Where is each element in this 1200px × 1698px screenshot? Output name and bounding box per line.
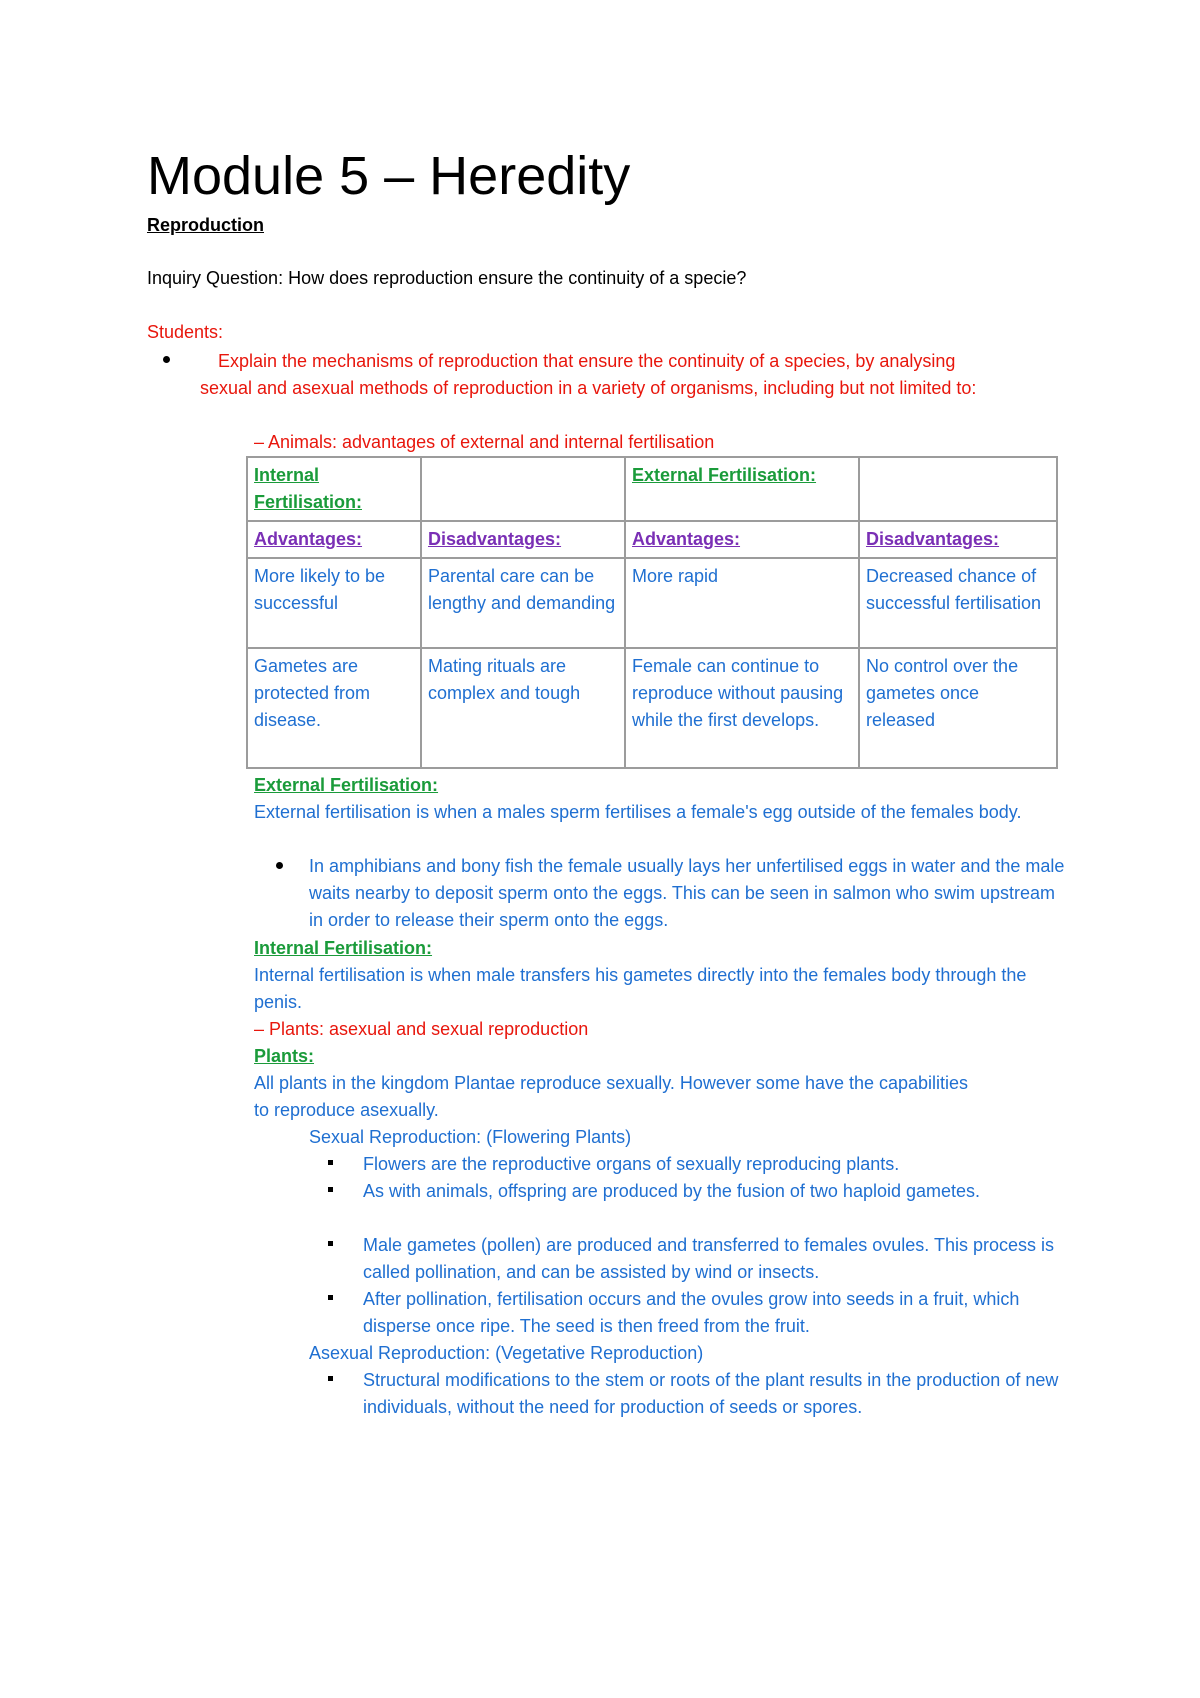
- bullet-dot-icon: [276, 862, 283, 869]
- square-bullet-icon: [328, 1376, 333, 1381]
- table-cell: More rapid: [625, 558, 859, 648]
- internal-heading: Internal Fertilisation:: [254, 938, 433, 958]
- table-cell: Gametes are protected from disease.: [247, 648, 421, 768]
- animals-line: – Animals: advantages of external and internal fertilisation: [254, 432, 715, 452]
- square-bullet-icon: [328, 1295, 333, 1300]
- section-heading: Reproduction: [147, 215, 264, 235]
- table-row: [247, 521, 1057, 558]
- table-cell: Parental care can be lengthy and demanding: [421, 558, 625, 648]
- table-cell-empty: [421, 457, 625, 521]
- external-bullet: In amphibians and bony fish the female usually lays her unfertilised eggs in water and the male waits nearby to deposit sperm onto the eggs. This can be seen in salmon who swim upstream in order to release their sperm onto the eggs.: [309, 856, 1065, 930]
- table-header-advantages: Advantages:: [625, 521, 859, 558]
- table-cell: More likely to be successful: [247, 558, 421, 648]
- table-cell: Mating rituals are complex and tough: [421, 648, 625, 768]
- external-heading: External Fertilisation:: [254, 775, 439, 795]
- outcome-text: [200, 348, 1080, 402]
- sexual-bullet: Flowers are the reproductive organs of sexually reproducing plants.: [363, 1154, 900, 1174]
- table-cell: Female can continue to reproduce without pausing while the first develops.: [625, 648, 859, 768]
- table-header-disadvantages: Disadvantages:: [859, 521, 1057, 558]
- sexual-bullet: As with animals, offspring are produced by the fusion of two haploid gametes.: [363, 1181, 981, 1201]
- bullet-dot-icon: [163, 356, 170, 363]
- plants-heading: Plants:: [254, 1046, 315, 1066]
- asexual-heading: Asexual Reproduction: (Vegetative Reproduction): [309, 1343, 704, 1363]
- outcome-first-line: Explain the mechanisms of reproduction that ensure the continuity of a species, by analysing: [218, 351, 956, 371]
- sexual-heading: Sexual Reproduction: (Flowering Plants): [309, 1127, 632, 1147]
- table-cell: No control over the gametes once released: [859, 648, 1057, 768]
- outcome-rest: sexual and asexual methods of reproduction in a variety of organisms, including but not limited to:: [200, 378, 977, 398]
- asexual-bullet: Structural modifications to the stem or roots of the plant results in the production of new individuals, without the need for production of seeds or spores.: [363, 1370, 1059, 1417]
- sexual-bullet: Male gametes (pollen) are produced and transferred to females ovules. This process is called pollination, and can be assisted by wind or insects.: [363, 1235, 1055, 1282]
- table-row: [247, 648, 1057, 768]
- sexual-bullet: After pollination, fertilisation occurs and the ovules grow into seeds in a fruit, which disperse once ripe. The seed is then freed from the fruit.: [363, 1289, 1020, 1336]
- students-label: Students:: [147, 322, 224, 342]
- table-row: [247, 457, 1057, 521]
- plants-line: – Plants: asexual and sexual reproduction: [254, 1019, 589, 1039]
- plants-text: All plants in the kingdom Plantae reproduce sexually. However some have the capabilities to reproduce asexually.: [254, 1073, 969, 1120]
- page-title: Module 5 – Heredity: [147, 146, 631, 206]
- fertilisation-table: [246, 456, 1058, 769]
- table-header-external: External Fertilisation:: [625, 457, 859, 521]
- square-bullet-icon: [328, 1241, 333, 1246]
- inquiry-question: Inquiry Question: How does reproduction ensure the continuity of a specie?: [147, 268, 747, 288]
- table-header-internal: Internal Fertilisation:: [247, 457, 421, 521]
- table-cell-empty: [859, 457, 1057, 521]
- table-row: [247, 558, 1057, 648]
- table-header-disadvantages: Disadvantages:: [421, 521, 625, 558]
- table-header-advantages: Advantages:: [247, 521, 421, 558]
- external-text: External fertilisation is when a males sperm fertilises a female's egg outside of the females body.: [254, 802, 1022, 822]
- square-bullet-icon: [328, 1160, 333, 1165]
- square-bullet-icon: [328, 1187, 333, 1192]
- table-cell: Decreased chance of successful fertilisation: [859, 558, 1057, 648]
- internal-text: Internal fertilisation is when male transfers his gametes directly into the females body through the penis.: [254, 965, 1027, 1012]
